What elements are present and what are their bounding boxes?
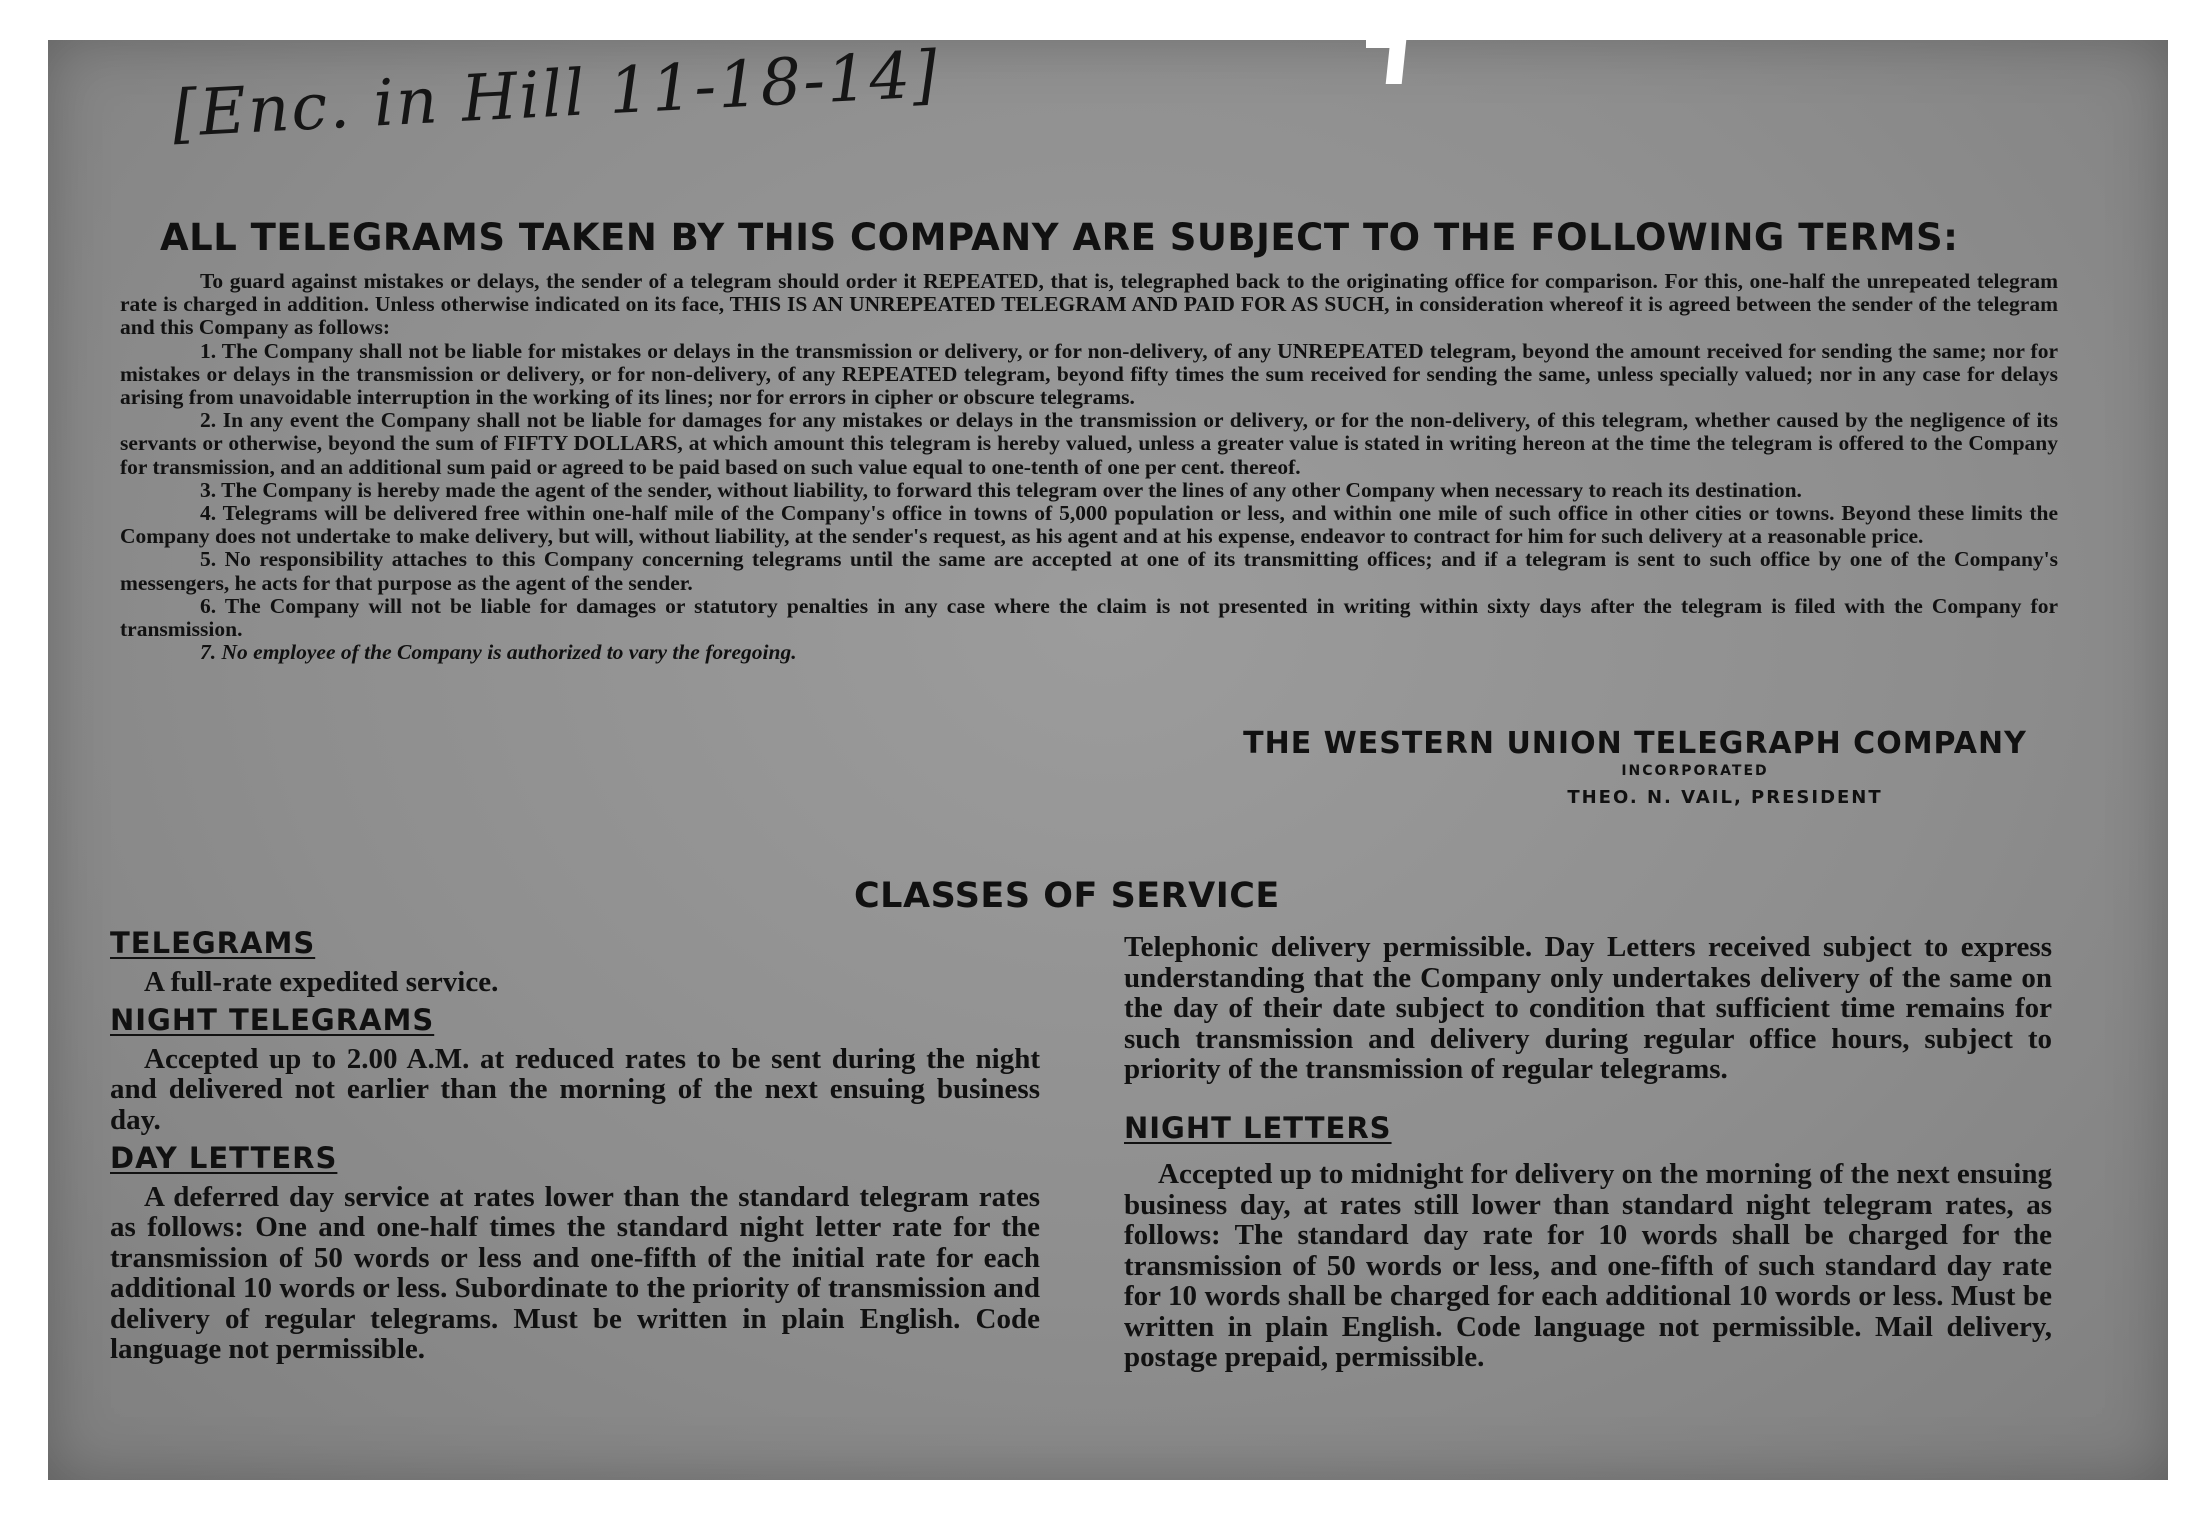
terms-body [120, 270, 2058, 664]
president-name: THEO. N. VAIL, PRESIDENT [1567, 787, 1883, 808]
night-letters-heading: NIGHT LETTERS [1124, 1110, 1392, 1145]
company-name: THE WESTERN UNION TELEGRAPH COMPANY [1243, 726, 2027, 761]
terms-item-7: 7. No employee of the Company is authorized to vary the foregoing. [200, 640, 797, 665]
classes-left-column [110, 928, 1040, 1365]
classes-right-column [1124, 932, 2052, 1373]
torn-edge [1366, 40, 1392, 48]
telegrams-text: A full-rate expedited service. [144, 965, 499, 998]
terms-headline: ALL TELEGRAMS TAKEN BY THIS COMPANY ARE SUBJECT TO THE FOLLOWING TERMS: [160, 216, 1959, 259]
terms-item-6: 6. The Company will not be liable for damages or statutory penalties in any case where the claim is not presented in writing within sixty days after the telegram is filed with the Company for transmission. [120, 593, 2058, 642]
terms-item-4: 4. Telegrams will be delivered free within one-half mile of the Company's office in towns of 5,000 population or less, and within one mile of such office in other cities or towns. Beyond these limits the Company does not undertake to make delivery, but will, without liability, at the sender's request, as his agent and at his expense, endeavor to contract for him for such delivery at a reasonable price. [120, 501, 2058, 549]
handwritten-annotation: [Enc. in Hill 11-18-14] [170, 37, 941, 153]
terms-item-1: 1. The Company shall not be liable for mistakes or delays in the transmission or delivery, or for non-delivery, of any UNREPEATED telegram, beyond the amount received for sending the same; nor for mistakes or delays in the transmission or delivery, or for non-delivery, of any REPEATED telegram, beyond fifty times the sum received for sending the same, unless specially valued; nor in any case for delays arising from unavoidable interruption in the working of its lines; nor for errors in cipher or obscure telegrams. [120, 338, 2058, 410]
day-letters-heading: DAY LETTERS [110, 1141, 338, 1175]
signature-block [1210, 726, 2060, 808]
incorporated-label: INCORPORATED [1621, 763, 1769, 779]
telegrams-heading: TELEGRAMS [110, 926, 316, 960]
terms-intro: To guard against mistakes or delays, the sender of a telegram should order it REPEATED, that is, telegraphed back to the originating office for comparison. For this, one-half the unrepeated telegram rate is charged in addition. Unless otherwise indicated on its face, THIS IS AN UNREPEATED TELEGRAM AND PAID FOR AS SUCH, in consideration whereof it is agreed between the sender of the telegram and this Company as follows: [120, 269, 2058, 340]
terms-item-3: 3. The Company is hereby made the agent of the sender, without liability, to forward this telegram over the lines of any other Company when necessary to reach its destination. [200, 477, 1802, 502]
day-letters-text: A deferred day service at rates lower than the standard telegram rates as follows: One and one-half times the standard night letter rate for the transmission of 50 words or less and one-fifth of the initial rate for each additional 10 words or less. Subordinate to the priority of transmission and delivery of regular telegrams. Must be written in plain English. Code language not permissible. [110, 1180, 1040, 1365]
night-telegrams-heading: NIGHT TELEGRAMS [110, 1003, 435, 1037]
terms-item-2: 2. In any event the Company shall not be liable for damages for any mistakes or delays in the transmission or delivery, or for the non-delivery, of this telegram, whether caused by the negligence of its servants or otherwise, beyond the sum of FIFTY DOLLARS, at which amount this telegram is hereby valued, unless a greater value is stated in writing hereon at the time the telegram is offered to the Company for transmission, and an additional sum paid or agreed to be paid based on such value equal to one-tenth of one per cent. thereof. [120, 408, 2058, 479]
night-letters-text: Accepted up to midnight for delivery on the morning of the next ensuing business day, at rates still lower than standard night telegram rates, as follows: The standard day rate for 10 words shall be charged for the transmission of 50 words or less, and one-fifth of such standard day rate for 10 words shall be charged for each additional 10 words or less. Must be written in plain English. Code language not permissible. Mail delivery, postage prepaid, permissible. [1124, 1158, 2052, 1373]
terms-item-5: 5. No responsibility attaches to this Company concerning telegrams until the same are accepted at one of its transmitting offices; and if a telegram is sent to such office by one of the Company's messengers, he acts for that purpose as the agent of the sender. [120, 547, 2058, 595]
classes-of-service-title: CLASSES OF SERVICE [854, 876, 1280, 916]
night-telegrams-text: Accepted up to 2.00 A.M. at reduced rates to be sent during the night and delivered not earlier than the morning of the next ensuing business day. [110, 1042, 1040, 1136]
day-letters-continued-text: Telephonic delivery permissible. Day Letters received subject to express understanding that the Company only undertakes delivery of the same on the day of their date subject to condition that sufficient time remains for such transmission and delivery during regular office hours, subject to priority of the transmission of regular telegrams. [1124, 931, 2052, 1085]
